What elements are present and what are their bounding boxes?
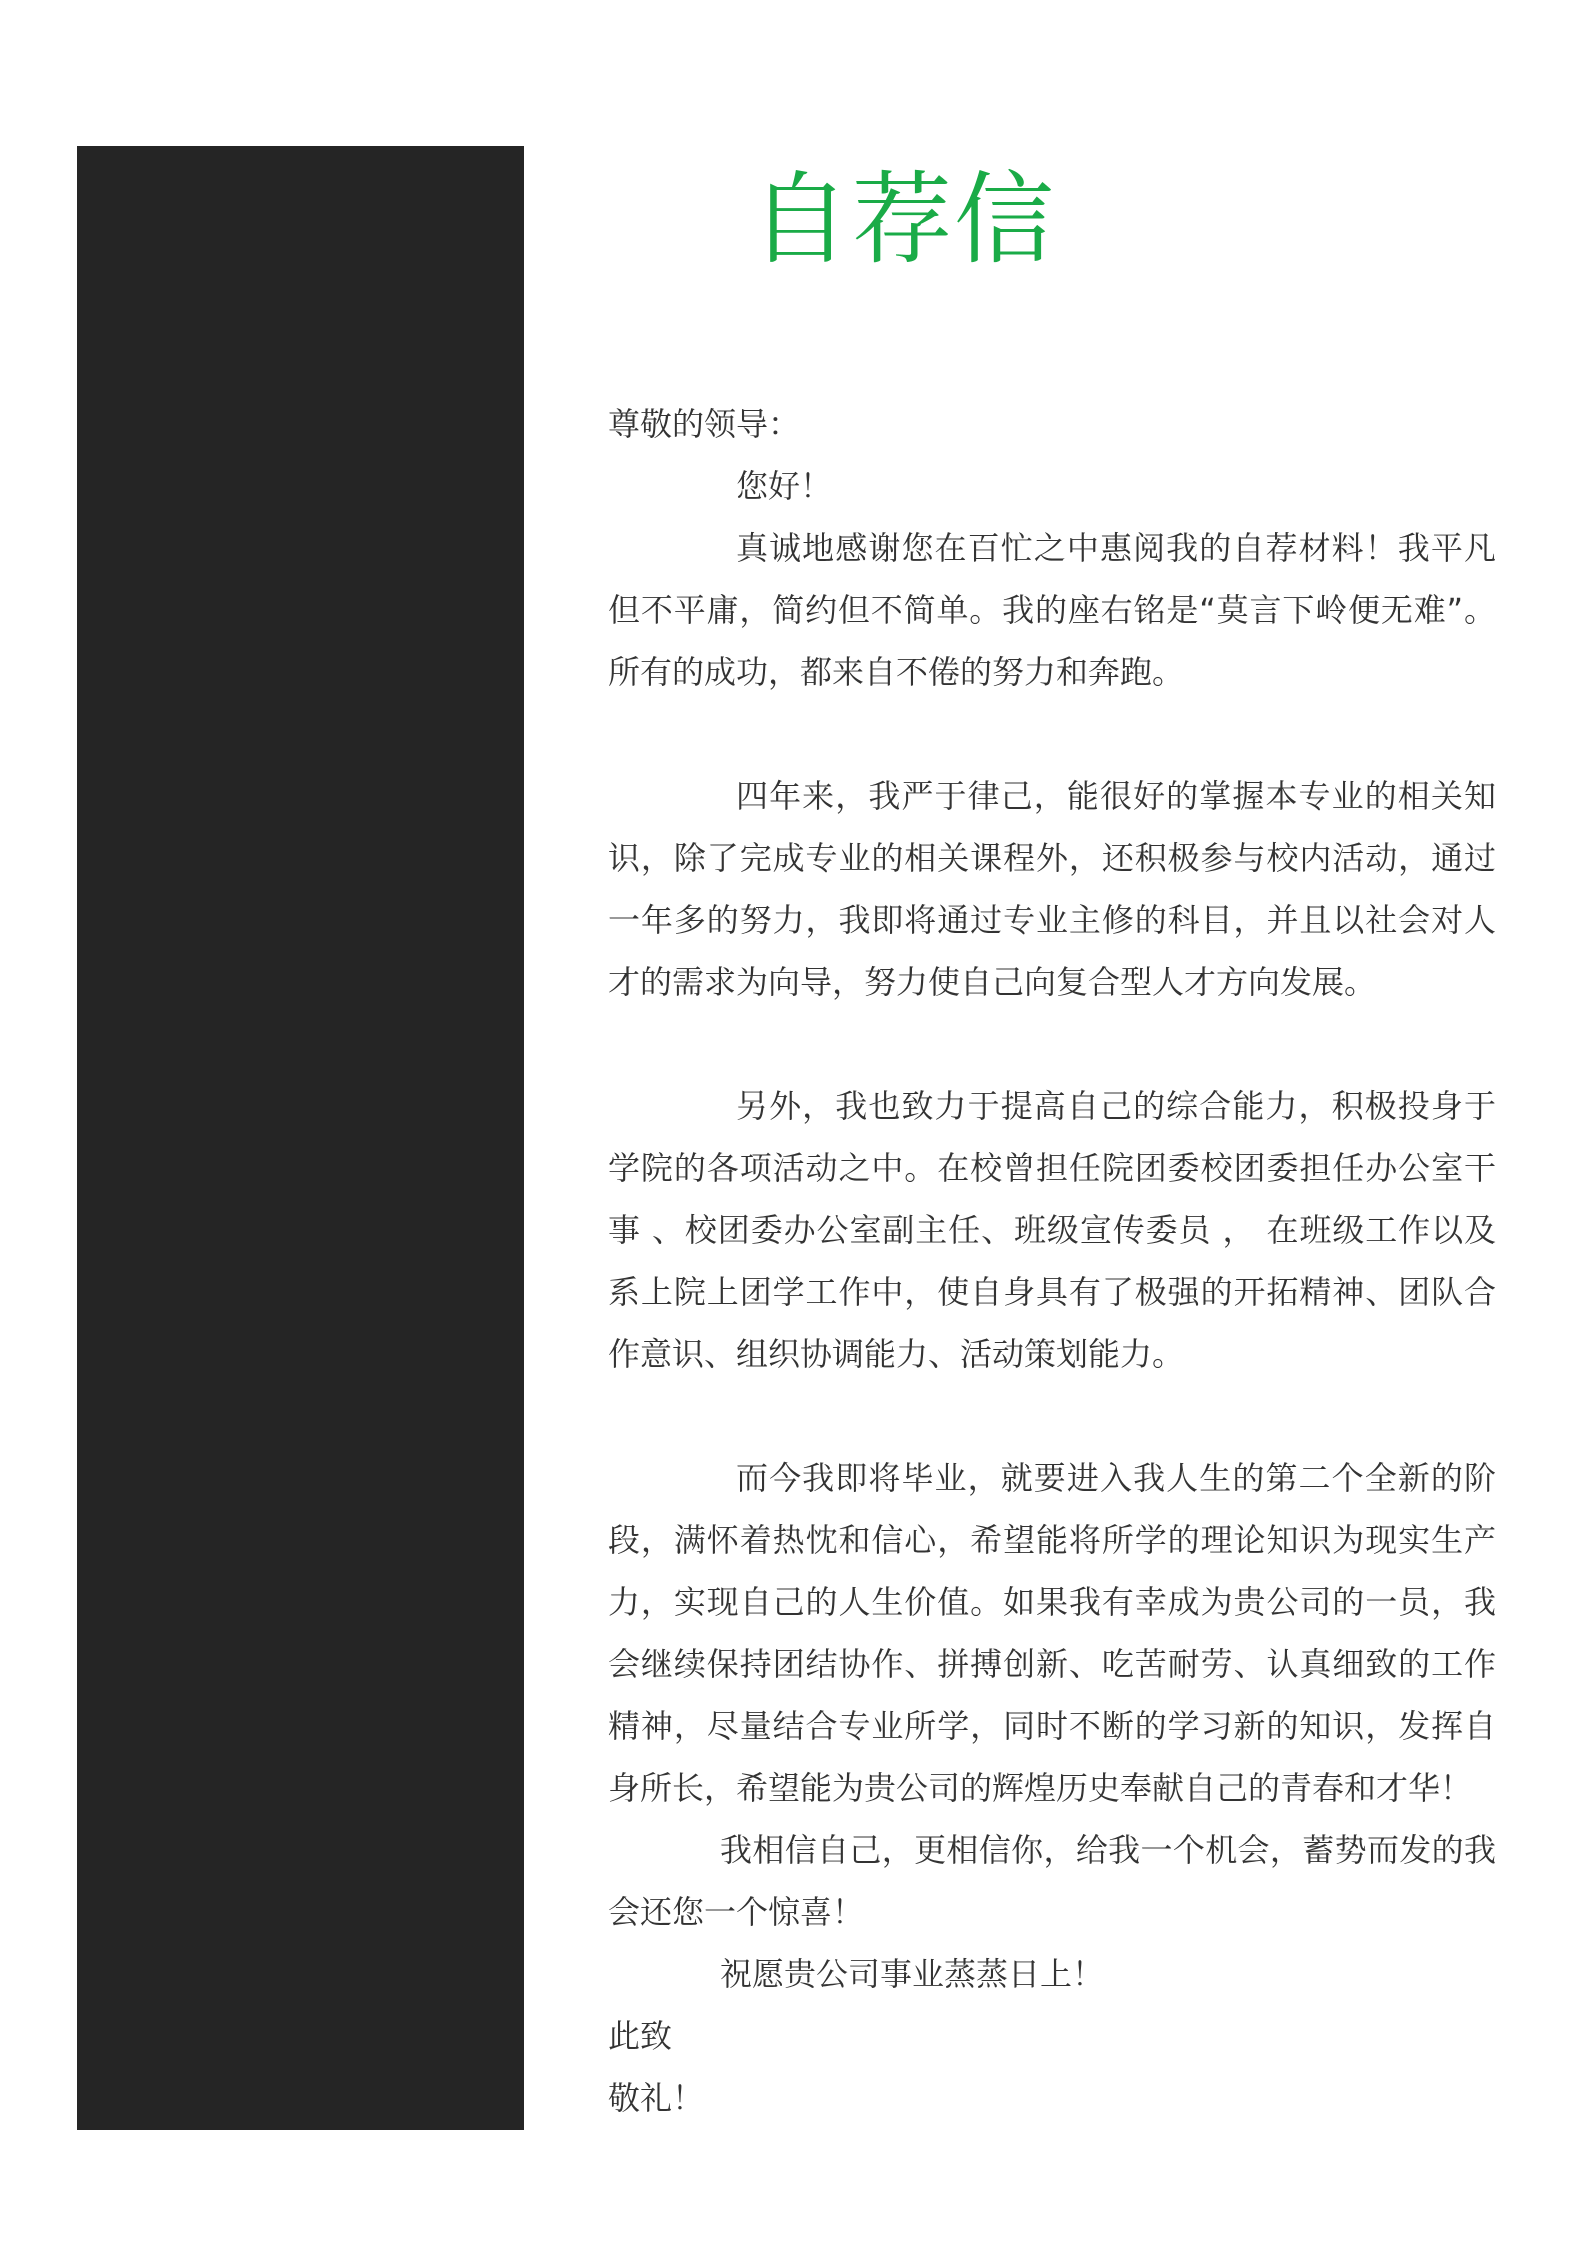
closing-line-1: 此致: [608, 2017, 673, 2055]
paragraph-confidence: 我相信自己，更相信你，给我一个机会，蓄势而发的我会还您一个惊喜！: [608, 1831, 1496, 1931]
closing-line-2: 敬礼！: [608, 2079, 705, 2117]
paragraph-graduation: 而今我即将毕业，就要进入我人生的第二个全新的阶段，满怀着热忱和信心，希望能将所学的理论知识为现实生产力，实现自己的人生价值。如果我有幸成为贵公司的一员，我会继续保持团结协作、拼搏创新、吃苦耐劳、认真细致的工作精神，尽量结合专业所学，同时不断的学习新的知识，发挥自身所长，希望能为贵公司的辉煌历史奉献自己的青春和才华！: [608, 1459, 1496, 1807]
greeting: 您好！: [736, 467, 833, 505]
letter-body: [608, 393, 1496, 2129]
page-title: 自荐信: [750, 161, 1056, 278]
paragraph-activities: 另外，我也致力于提高自己的综合能力，积极投身于学院的各项活动之中。在校曾担任院团委校团委担任办公室干事 、校团委办公室副主任、班级宣传委员 ， 在班级工作以及系上院上团学工作中，使自身具有了极强的开拓精神、团队合作意识、组织协调能力、活动策划能力。: [608, 1087, 1496, 1373]
paragraph-wishes: 祝愿贵公司事业蒸蒸日上！: [720, 1955, 1105, 1993]
sidebar-panel: [77, 146, 524, 2130]
paragraph-study: 四年来，我严于律己，能很好的掌握本专业的相关知识，除了完成专业的相关课程外，还积极参与校内活动，通过一年多的努力，我即将通过专业主修的科目，并且以社会对人才的需求为向导，努力使自己向复合型人才方向发展。: [608, 777, 1496, 1001]
paragraph-thanks: 真诚地感谢您在百忙之中惠阅我的自荐材料！我平凡但不平庸，简约但不简单。我的座右铭是“莫言下岭便无难”。所有的成功，都来自不倦的努力和奔跑。: [608, 529, 1496, 691]
salutation: 尊敬的领导：: [608, 405, 801, 443]
